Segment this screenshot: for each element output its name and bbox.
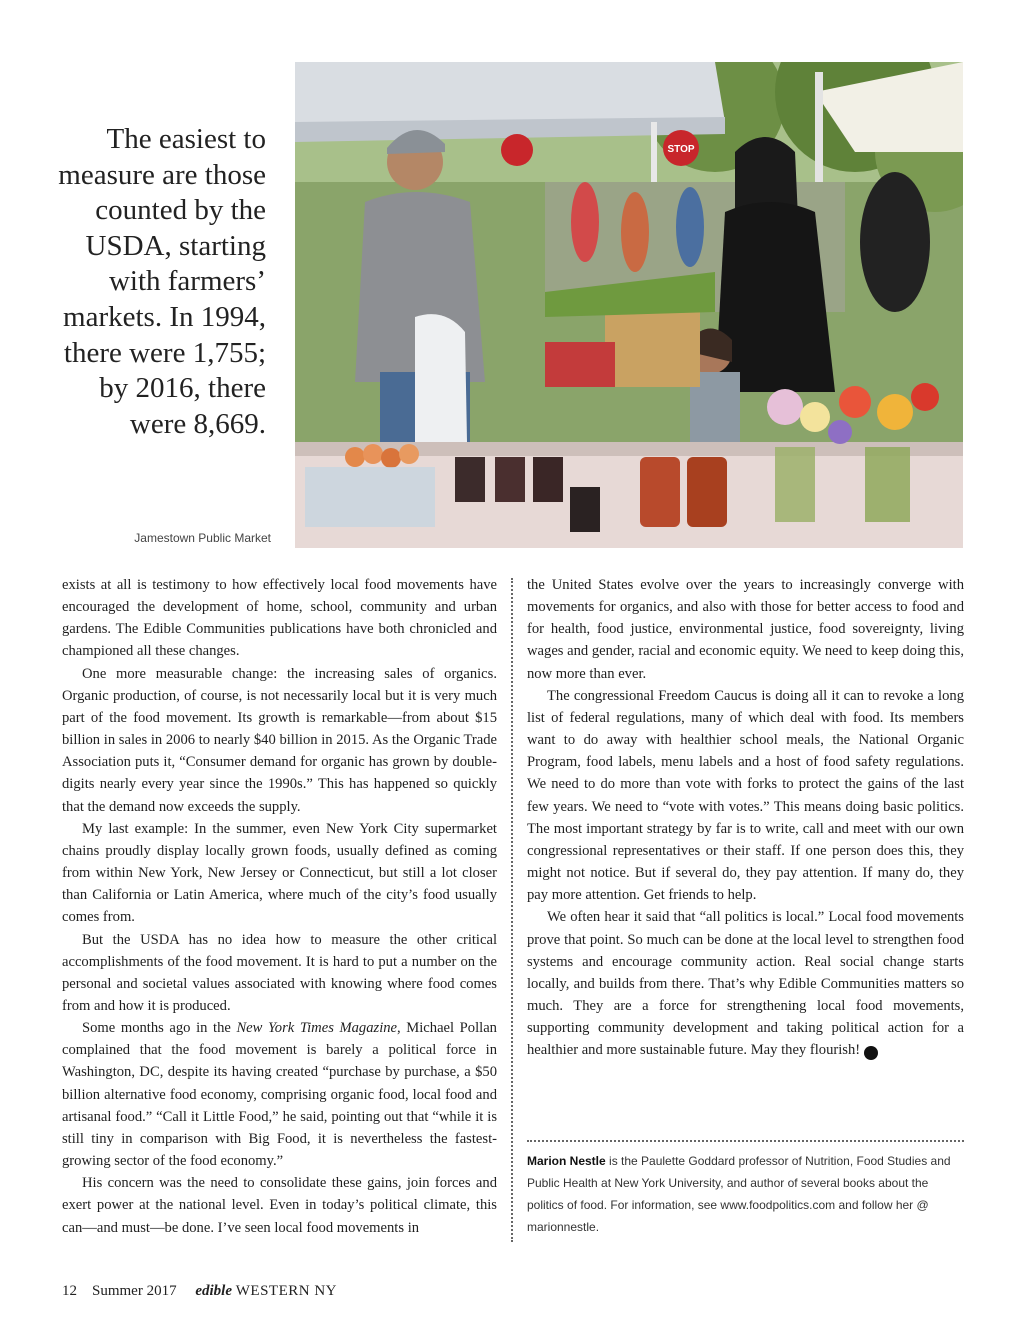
- article-column-right: [527, 574, 964, 1061]
- photo-caption: Jamestown Public Market: [134, 531, 271, 545]
- author-bio-text: is the Paulette Goddard professor of Nutrition, Food Studies and Public Health at New York University, and author of several books about the politics of food. For information, see www.foodpolitics.com and follow her @ marionnestle.: [527, 1154, 951, 1234]
- paragraph: But the USDA has no idea how to measure the other critical accomplishments of the food movement. It is hard to put a number on the personal and societal values associated with knowing where food comes from and how it is produced.: [62, 931, 497, 1014]
- paragraph: [62, 1017, 497, 1172]
- author-name: Marion Nestle: [527, 1154, 606, 1168]
- paragraph: [527, 906, 964, 1061]
- end-mark-icon: e: [864, 1046, 878, 1060]
- paragraph-text: Some months ago in the: [82, 1020, 237, 1037]
- paragraph-text: , Michael Pollan complained that the food movement is barely a political force in Washington, DC, despite its having created “purchase by purchase, a $50 billion alternative food economy, comprising organic food, local food and artisanal food.” “Call it Little Food,” he said, pointing out that “while it is still tiny in comparison with Big Food, it is nevertheless the fastest-growing sector of the food economy.”: [62, 1020, 497, 1170]
- issue-date: Summer 2017: [92, 1283, 177, 1299]
- bio-divider: [527, 1140, 964, 1142]
- market-photo-illustration: [295, 62, 963, 548]
- market-photo: [295, 62, 963, 548]
- paragraph: One more measurable change: the increasing sales of organics. Organic production, of course, is not necessarily local but it is very much part of the food movement. Its growth is remarkable—from about $15 billion in sales in 2006 to nearly $40 billion in 2015. As the Organic Trade Association puts it, “Consumer demand for organic has grown by double-digits nearly every year since the 1990s.” This has happened so quickly that the demand now exceeds the supply.: [62, 665, 497, 815]
- pull-quote: [40, 122, 266, 442]
- column-divider: [511, 578, 513, 1242]
- page-footer: [62, 1283, 337, 1300]
- paragraph-text: We often hear it said that “all politics is local.” Local food movements prove that point. So much can be done at the local level to strengthen food systems and encourage community action. Real social change starts locally, and builds from there. That’s why Edible Communities matters so much. They are a force for strengthening local food movements, supporting community development and taking political action for a healthier and more sustainable future. May they flourish!: [527, 909, 964, 1059]
- article-column-left: [62, 574, 497, 1239]
- brand-region: WESTERN NY: [235, 1283, 337, 1299]
- publication-title: New York Times Magazine: [236, 1020, 398, 1037]
- paragraph: My last example: In the summer, even New York City supermarket chains proudly display locally grown foods, usually defined as coming from within New York, New Jersey or Connecticut, but still a lot closer than California or Latin America, where much of the city’s food usually comes from.: [62, 820, 497, 926]
- page-number: 12: [62, 1283, 77, 1299]
- paragraph: His concern was the need to consolidate these gains, join forces and exert power at the national level. Even in today’s political climate, this can—and must—be done. I’ve seen local food movements in: [62, 1175, 497, 1236]
- stop-sign-text: STOP: [667, 144, 695, 155]
- paragraph: exists at all is testimony to how effectively local food movements have encouraged the development of home, school, community and urban gardens. The Edible Communities publications have both chronicled and championed all these changes.: [62, 577, 497, 660]
- paragraph: the United States evolve over the years to increasingly converge with movements for organics, and also with those for better access to food and for health, food justice, environmental justice, food sovereignty, living wages and gender, racial and economic equity. We need to keep doing this, now more than ever.: [527, 577, 964, 682]
- brand-edible: edible: [195, 1283, 232, 1299]
- paragraph: The congressional Freedom Caucus is doing all it can to revoke a long list of federal regulations, many of which deal with food. Its members want to do away with healthier school meals, the National Organic Program, food labels, menu labels and a host of food safety regulations. We need to do more than vote with forks to protect the gains of the last few years. We need to “vote with votes.” This means doing basic politics. The most important strategy by far is to write, call and meet with our own congressional representatives or their staff. If one person does this, they might not notice. But if several do, they pay attention. If many do, they pay more attention. Get friends to help.: [527, 687, 964, 904]
- author-bio: [527, 1150, 964, 1238]
- pull-quote-text: The easiest to measure are those counted by the USDA, starting with farmers’ markets. In 1994, there were 1,755; by 2016, there were 8,669.: [58, 123, 266, 440]
